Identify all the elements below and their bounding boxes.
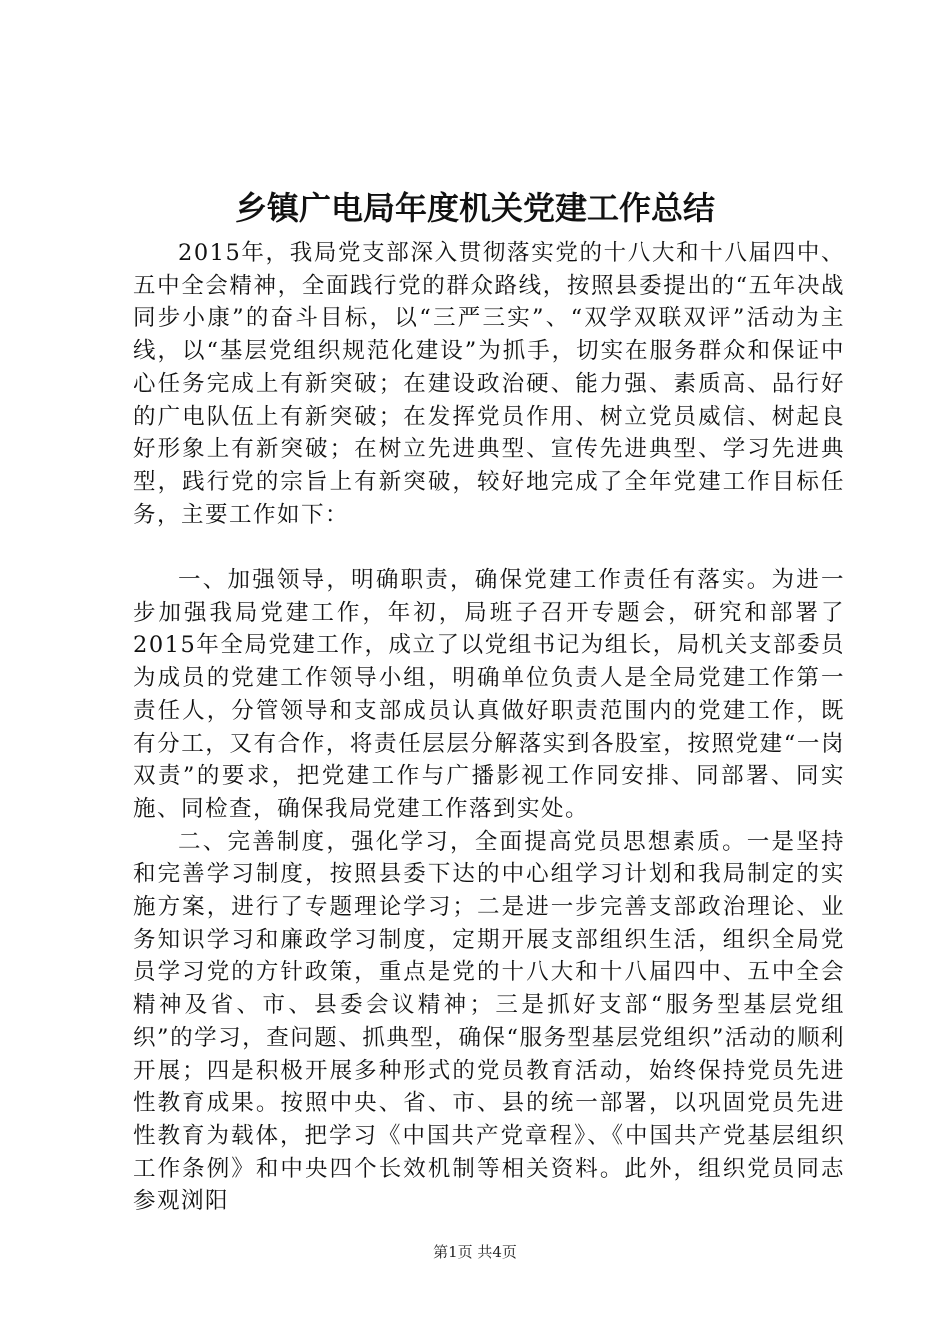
- paragraph-section-2: 二、完善制度，强化学习，全面提高党员思想素质。一是坚持和完善学习制度，按照县委下达的中心组学习计划和我局制定的实施方案，进行了专题理论学习；二是进一步完善支部政治理论、业务知识学习和廉政学习制度，定期开展支部组织生活，组织全局党员学习党的方针政策，重点是党的十八大和十八届四中、五中全会精神及省、市、县委会议精神；三是抓好支部“服务型基层党组织”的学习，查问题、抓典型，确保“服务型基层党组织”活动的顺利开展；四是积极开展多种形式的党员教育活动，始终保持党员先进性教育成果。按照中央、省、市、县的统一部署，以巩固党员先进性教育为载体，把学习《中国共产党章程》、《中国共产党基层组织工作条例》和中央四个长效机制等相关资料。此外，组织党员同志参观浏阳: [133, 828, 845, 1215]
- paragraph-intro: 2015年，我局党支部深入贯彻落实党的十八大和十八届四中、五中全会精神，全面践行党的群众路线，按照县委提出的“五年决战同步小康”的奋斗目标，以“三严三实”、“双学双联双评”活动为主线，以“基层党组织规范化建设”为抓手，切实在服务群众和保证中心任务完成上有新突破；在建设政治硬、能力强、素质高、品行好的广电队伍上有新突破；在发挥党员作用、树立党员威信、树起良好形象上有新突破；在树立先进典型、宣传先进典型、学习先进典型，践行党的宗旨上有新突破，较好地完成了全年党建工作目标任务，主要工作如下：: [133, 240, 845, 528]
- document-title: 乡镇广电局年度机关党建工作总结: [234, 189, 715, 227]
- paragraph-section-1: 一、加强领导，明确职责，确保党建工作责任有落实。为进一步加强我局党建工作，年初，局班子召开专题会，研究和部署了2015年全局党建工作，成立了以党组书记为组长，局机关支部委员为成员的党建工作领导小组，明确单位负责人是全局党建工作第一责任人，分管领导和支部成员认真做好职责范围内的党建工作，既有分工，又有合作，将责任层层分解落实到各股室，按照党建“一岗双责”的要求，把党建工作与广播影视工作同安排、同部署、同实施、同检查，确保我局党建工作落到实处。: [133, 567, 845, 822]
- paragraph-spacer: [133, 531, 845, 564]
- page-footer: 第1页 共4页: [433, 1243, 517, 1261]
- document-body: [133, 237, 845, 1218]
